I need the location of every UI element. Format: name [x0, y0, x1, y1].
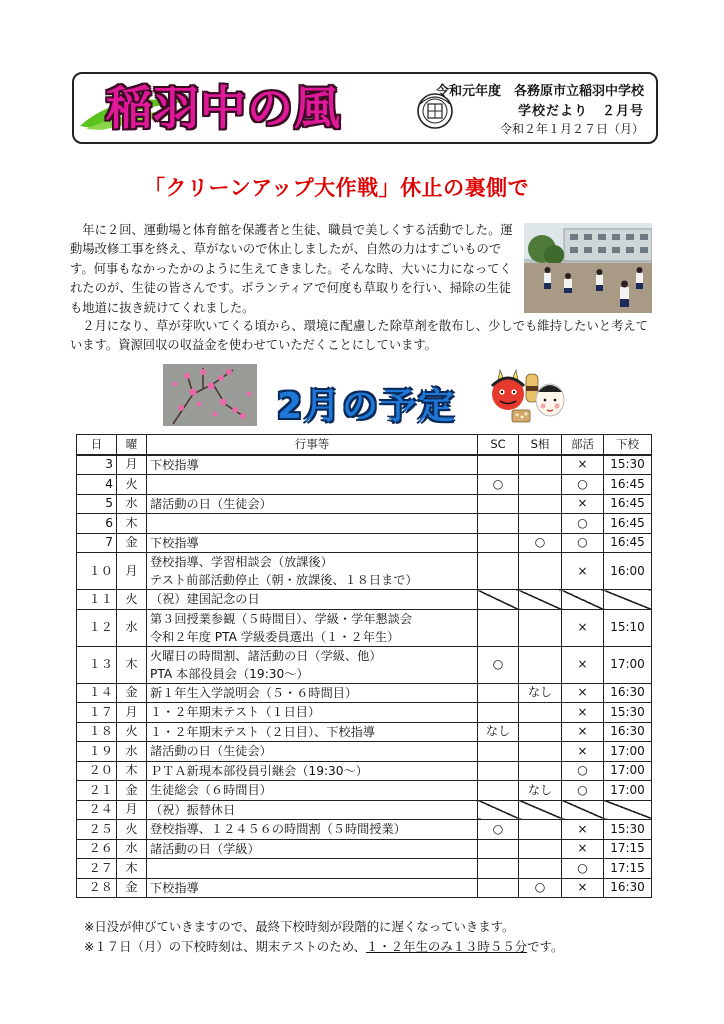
- event-line: 令和２年度 PTA 学級委員選出（１・２年生）: [150, 629, 400, 644]
- col-header-dismissal: 下校: [604, 435, 652, 455]
- row-events: [147, 646, 478, 683]
- row-club: ×: [562, 683, 604, 703]
- row-sc: [478, 859, 519, 879]
- row-club: ×: [562, 553, 604, 590]
- row-s-counsel: [519, 839, 562, 859]
- schedule-row: [77, 514, 652, 534]
- row-sc: [478, 683, 519, 703]
- row-dismissal: 17:00: [604, 646, 652, 683]
- row-events: [147, 703, 478, 723]
- newsletter-header: [72, 72, 658, 144]
- row-events: [147, 609, 478, 646]
- row-s-counsel: [519, 475, 562, 495]
- row-dismissal: [604, 800, 652, 820]
- row-dismissal: 15:10: [604, 609, 652, 646]
- row-weekday: 水: [117, 742, 147, 762]
- row-s-counsel: なし: [519, 683, 562, 703]
- row-dismissal: 16:45: [604, 475, 652, 495]
- setsubun-oni-illustration: [486, 368, 570, 424]
- event-line: 下校指導: [150, 535, 199, 550]
- row-s-counsel: ○: [519, 878, 562, 898]
- row-s-counsel: [519, 646, 562, 683]
- footnote-2-suffix: です。: [527, 939, 564, 954]
- event-line: １・２年期末テスト（１日目）: [150, 705, 321, 720]
- row-sc: [478, 553, 519, 590]
- row-club: [562, 590, 604, 610]
- event-line: （祝）建国記念の日: [150, 592, 260, 607]
- row-dismissal: 16:45: [604, 514, 652, 534]
- row-dismissal: 15:30: [604, 455, 652, 475]
- row-weekday: 金: [117, 533, 147, 553]
- row-day: ２０: [77, 761, 117, 781]
- row-club: ○: [562, 533, 604, 553]
- row-sc: [478, 514, 519, 534]
- row-sc: [478, 494, 519, 514]
- row-club: ×: [562, 820, 604, 840]
- schedule-title: 2月の予定: [277, 386, 457, 427]
- col-header-events: 行事等: [147, 435, 478, 455]
- event-line: 諸活動の日（生徒会）: [150, 744, 272, 759]
- row-day: １１: [77, 590, 117, 610]
- event-line: 新１年生入学説明会（５・６時間目）: [150, 685, 358, 700]
- schedule-row: [77, 820, 652, 840]
- event-line: 登校指導、１２４５６の時間割（５時間授業）: [150, 822, 406, 837]
- footnote-2-highlight: １・２年生のみ１３時５５分: [365, 939, 528, 954]
- newsletter-title: 稲羽中の風: [106, 81, 341, 135]
- row-day: １９: [77, 742, 117, 762]
- col-header-day: 日: [77, 435, 117, 455]
- row-dismissal: 15:30: [604, 820, 652, 840]
- row-sc: [478, 455, 519, 475]
- row-s-counsel: [519, 703, 562, 723]
- event-line: 下校指導: [150, 880, 199, 895]
- row-events: [147, 553, 478, 590]
- article-headline: 「クリーンアップ大作戦」休止の裏側で: [144, 176, 530, 200]
- row-weekday: 水: [117, 609, 147, 646]
- schedule-row: [77, 742, 652, 762]
- footnote-test-dismissal: [84, 937, 563, 955]
- row-sc: [478, 839, 519, 859]
- event-line: PTA 本部役員会（19:30～）: [150, 666, 309, 681]
- row-dismissal: 16:30: [604, 683, 652, 703]
- row-s-counsel: [519, 761, 562, 781]
- row-sc: [478, 703, 519, 723]
- row-dismissal: 16:00: [604, 553, 652, 590]
- row-dismissal: [604, 590, 652, 610]
- schedule-row: [77, 859, 652, 879]
- event-line: 第３回授業参観（５時間目）、学級・学年懇談会: [150, 611, 413, 626]
- row-day: １０: [77, 553, 117, 590]
- event-line: テスト前部活動停止（朝・放課後、１８日まで）: [150, 573, 418, 587]
- row-day: 6: [77, 514, 117, 534]
- row-day: １３: [77, 646, 117, 683]
- row-sc: [478, 800, 519, 820]
- schedule-row: [77, 781, 652, 801]
- schedule-row: [77, 839, 652, 859]
- row-weekday: 火: [117, 590, 147, 610]
- row-weekday: 水: [117, 494, 147, 514]
- row-weekday: 金: [117, 781, 147, 801]
- schedule-row: [77, 494, 652, 514]
- schedule-row: [77, 475, 652, 495]
- row-club: ×: [562, 494, 604, 514]
- title-logo: [80, 78, 384, 136]
- row-dismissal: 16:30: [604, 722, 652, 742]
- row-club: ×: [562, 646, 604, 683]
- row-sc: なし: [478, 722, 519, 742]
- row-events: [147, 475, 478, 495]
- row-weekday: 月: [117, 455, 147, 475]
- row-events: [147, 839, 478, 859]
- row-s-counsel: ○: [519, 533, 562, 553]
- row-events: [147, 533, 478, 553]
- students-weeding-photo: [524, 223, 652, 313]
- row-sc: [478, 533, 519, 553]
- schedule-row: [77, 533, 652, 553]
- row-dismissal: 17:00: [604, 781, 652, 801]
- row-dismissal: 17:00: [604, 761, 652, 781]
- event-line: （祝）振替休日: [150, 802, 236, 817]
- row-sc: [478, 761, 519, 781]
- row-day: ２１: [77, 781, 117, 801]
- article-paragraph-1: 年に２回、運動場と体育館を保護者と生徒、職員で美しくする活動でした。運動場改修工事を終え、草がないので休止しましたが、自然の力はすごいものです。何事もなかったかのように生えてきました。そんな時、大いに力になってくれたのが、生徒の皆さんです。ボランティアで何度も草取りを行い、掃除の生徒も地道に抜き続けてくれました。: [70, 223, 513, 315]
- row-sc: [478, 609, 519, 646]
- row-day: １４: [77, 683, 117, 703]
- row-sc: [478, 781, 519, 801]
- row-s-counsel: [519, 859, 562, 879]
- schedule-row: [77, 646, 652, 683]
- row-weekday: 木: [117, 859, 147, 879]
- row-events: [147, 683, 478, 703]
- schedule-row: [77, 800, 652, 820]
- row-weekday: 木: [117, 514, 147, 534]
- row-day: 5: [77, 494, 117, 514]
- row-events: [147, 722, 478, 742]
- school-name: 令和元年度 各務原市立稲羽中学校: [435, 84, 644, 99]
- row-s-counsel: [519, 800, 562, 820]
- schedule-row: [77, 761, 652, 781]
- row-events: [147, 590, 478, 610]
- col-header-s-counsel: S相: [519, 435, 562, 455]
- row-weekday: 水: [117, 839, 147, 859]
- schedule-row: [77, 590, 652, 610]
- row-events: [147, 800, 478, 820]
- row-day: １８: [77, 722, 117, 742]
- col-header-sc: SC: [478, 435, 519, 455]
- row-day: ２５: [77, 820, 117, 840]
- row-sc: ○: [478, 475, 519, 495]
- row-dismissal: 16:45: [604, 494, 652, 514]
- row-day: １２: [77, 609, 117, 646]
- schedule-row: [77, 553, 652, 590]
- row-club: ×: [562, 703, 604, 723]
- row-weekday: 月: [117, 800, 147, 820]
- row-club: ○: [562, 761, 604, 781]
- schedule-row: [77, 878, 652, 898]
- row-dismissal: 16:30: [604, 878, 652, 898]
- row-events: [147, 514, 478, 534]
- row-dismissal: 16:45: [604, 533, 652, 553]
- row-weekday: 火: [117, 820, 147, 840]
- newsletter-issue: 学校だより ２月号: [517, 104, 644, 119]
- event-line: 諸活動の日（学級）: [150, 841, 260, 856]
- row-weekday: 月: [117, 553, 147, 590]
- row-weekday: 木: [117, 761, 147, 781]
- row-s-counsel: [519, 590, 562, 610]
- row-club: ○: [562, 781, 604, 801]
- row-weekday: 月: [117, 703, 147, 723]
- row-club: [562, 800, 604, 820]
- row-events: [147, 742, 478, 762]
- row-day: 4: [77, 475, 117, 495]
- row-s-counsel: [519, 722, 562, 742]
- footnote-sunset: ※日没が伸びていきますので、最終下校時刻が段階的に遅くなっていきます。: [84, 919, 515, 934]
- row-day: 7: [77, 533, 117, 553]
- row-s-counsel: [519, 455, 562, 475]
- row-club: ×: [562, 609, 604, 646]
- col-header-club: 部活: [562, 435, 604, 455]
- row-events: [147, 494, 478, 514]
- event-line: 生徒総会（６時間目）: [150, 783, 272, 798]
- row-events: [147, 820, 478, 840]
- row-club: ×: [562, 878, 604, 898]
- row-day: ２４: [77, 800, 117, 820]
- row-s-counsel: [519, 742, 562, 762]
- schedule-row: [77, 722, 652, 742]
- row-s-counsel: [519, 514, 562, 534]
- row-club: ○: [562, 475, 604, 495]
- row-club: ×: [562, 839, 604, 859]
- row-dismissal: 17:15: [604, 839, 652, 859]
- row-sc: ○: [478, 820, 519, 840]
- schedule-table-body: [77, 455, 652, 898]
- row-s-counsel: [519, 820, 562, 840]
- row-weekday: 火: [117, 475, 147, 495]
- row-dismissal: 17:00: [604, 742, 652, 762]
- row-sc: [478, 742, 519, 762]
- row-s-counsel: なし: [519, 781, 562, 801]
- row-day: ２８: [77, 878, 117, 898]
- row-events: [147, 859, 478, 879]
- row-sc: [478, 878, 519, 898]
- schedule-table-header: [77, 435, 652, 455]
- event-line: ＰＴＡ新現本部役員引継会（19:30～）: [150, 763, 368, 778]
- row-weekday: 火: [117, 722, 147, 742]
- row-day: ２７: [77, 859, 117, 879]
- row-day: 3: [77, 455, 117, 475]
- row-weekday: 金: [117, 878, 147, 898]
- issue-date: 令和２年１月２７日（月）: [499, 122, 644, 136]
- row-club: ○: [562, 514, 604, 534]
- row-club: ×: [562, 455, 604, 475]
- event-line: １・２年期末テスト（２日目）、下校指導: [150, 724, 375, 739]
- row-s-counsel: [519, 553, 562, 590]
- schedule-row: [77, 455, 652, 475]
- row-club: ×: [562, 722, 604, 742]
- schedule-table: [76, 434, 652, 898]
- schedule-row: [77, 683, 652, 703]
- row-dismissal: 15:30: [604, 703, 652, 723]
- row-dismissal: 17:15: [604, 859, 652, 879]
- row-events: [147, 455, 478, 475]
- row-sc: [478, 590, 519, 610]
- row-events: [147, 781, 478, 801]
- row-s-counsel: [519, 609, 562, 646]
- event-line: 火曜日の時間割、諸活動の日（学級、他）: [150, 648, 382, 663]
- row-sc: ○: [478, 646, 519, 683]
- col-header-weekday: 曜: [117, 435, 147, 455]
- event-line: 諸活動の日（生徒会）: [150, 496, 272, 511]
- row-events: [147, 761, 478, 781]
- footnote-2-prefix: ※１７日（月）の下校時刻は、期末テストのため、: [84, 939, 366, 954]
- row-club: ×: [562, 742, 604, 762]
- schedule-row: [77, 703, 652, 723]
- row-day: ２６: [77, 839, 117, 859]
- event-line: 下校指導: [150, 457, 199, 472]
- article-paragraph-2: ２月になり、草が芽吹いてくる頃から、環境に配慮した除草剤を散布し、少しでも維持したいと考えています。資源回収の収益金を使わせていただくことにしています。: [70, 319, 648, 353]
- row-day: １７: [77, 703, 117, 723]
- schedule-row: [77, 609, 652, 646]
- row-weekday: 金: [117, 683, 147, 703]
- plum-blossom-photo: [163, 364, 257, 426]
- row-weekday: 木: [117, 646, 147, 683]
- row-club: ○: [562, 859, 604, 879]
- row-events: [147, 878, 478, 898]
- event-line: 登校指導、学習相談会（放課後）: [150, 555, 333, 569]
- row-s-counsel: [519, 494, 562, 514]
